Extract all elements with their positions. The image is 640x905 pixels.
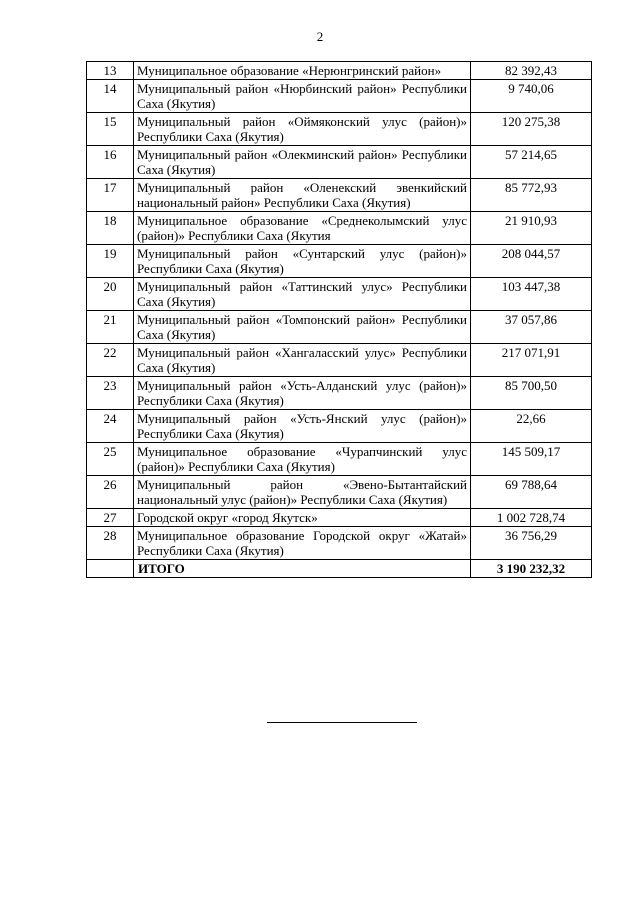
amount: 85 772,93 [471, 179, 592, 212]
amount: 85 700,50 [471, 377, 592, 410]
municipality-name: Муниципальный район «Оленекский эвенкийский национальный район» Республики Саха (Якутия) [134, 179, 471, 212]
municipality-name: Городской округ «город Якутск» [134, 509, 471, 527]
municipality-name: Муниципальный район «Эвено-Бытантайский национальный улус (район)» Республики Саха (Якутия) [134, 476, 471, 509]
total-number [87, 560, 134, 578]
table-row [87, 80, 592, 113]
table-row [87, 443, 592, 476]
row-number: 15 [87, 113, 134, 146]
municipality-name: Муниципальный район «Нюрбинский район» Республики Саха (Якутия) [134, 80, 471, 113]
amount: 103 447,38 [471, 278, 592, 311]
table-row [87, 476, 592, 509]
table-row [87, 146, 592, 179]
row-number: 17 [87, 179, 134, 212]
closing-line [267, 722, 417, 723]
municipality-name: Муниципальный район «Томпонский район» Республики Саха (Якутия) [134, 311, 471, 344]
amount: 21 910,93 [471, 212, 592, 245]
table-row [87, 278, 592, 311]
total-amount: 3 190 232,32 [471, 560, 592, 578]
row-number: 28 [87, 527, 134, 560]
municipality-name: Муниципальный район «Таттинский улус» Республики Саха (Якутия) [134, 278, 471, 311]
municipality-name: Муниципальный район «Олекминский район» Республики Саха (Якутия) [134, 146, 471, 179]
amount: 57 214,65 [471, 146, 592, 179]
amount: 22,66 [471, 410, 592, 443]
row-number: 24 [87, 410, 134, 443]
row-number: 13 [87, 62, 134, 80]
table-row [87, 179, 592, 212]
amount: 69 788,64 [471, 476, 592, 509]
amount: 9 740,06 [471, 80, 592, 113]
table-row [87, 527, 592, 560]
amount: 37 057,86 [471, 311, 592, 344]
municipality-name: Муниципальное образование «Среднеколымский улус (район)» Республики Саха (Якутия [134, 212, 471, 245]
row-number: 20 [87, 278, 134, 311]
amount: 1 002 728,74 [471, 509, 592, 527]
row-number: 23 [87, 377, 134, 410]
row-number: 21 [87, 311, 134, 344]
table-row [87, 377, 592, 410]
total-row [87, 560, 592, 578]
amount: 82 392,43 [471, 62, 592, 80]
table-row [87, 245, 592, 278]
municipality-name: Муниципальный район «Усть-Алданский улус (район)» Республики Саха (Якутия) [134, 377, 471, 410]
row-number: 27 [87, 509, 134, 527]
table-row [87, 62, 592, 80]
total-label: ИТОГО [134, 560, 471, 578]
amount: 217 071,91 [471, 344, 592, 377]
row-number: 26 [87, 476, 134, 509]
row-number: 16 [87, 146, 134, 179]
row-number: 22 [87, 344, 134, 377]
row-number: 14 [87, 80, 134, 113]
municipality-name: Муниципальный район «Хангаласский улус» Республики Саха (Якутия) [134, 344, 471, 377]
table-row [87, 113, 592, 146]
municipality-name: Муниципальный район «Оймяконский улус (район)» Республики Саха (Якутия) [134, 113, 471, 146]
municipality-name: Муниципальный район «Сунтарский улус (район)» Республики Саха (Якутия) [134, 245, 471, 278]
row-number: 25 [87, 443, 134, 476]
municipality-name: Муниципальный район «Усть-Янский улус (район)» Республики Саха (Якутия) [134, 410, 471, 443]
amount: 120 275,38 [471, 113, 592, 146]
table-body [87, 62, 592, 578]
row-number: 18 [87, 212, 134, 245]
table-row [87, 410, 592, 443]
amount: 145 509,17 [471, 443, 592, 476]
page-number: 2 [316, 29, 324, 44]
table-row [87, 212, 592, 245]
allocation-table [86, 61, 592, 578]
amount: 208 044,57 [471, 245, 592, 278]
municipality-name: Муниципальное образование «Нерюнгринский район» [134, 62, 471, 80]
row-number: 19 [87, 245, 134, 278]
municipality-name: Муниципальное образование Городской округ «Жатай» Республики Саха (Якутия) [134, 527, 471, 560]
amount: 36 756,29 [471, 527, 592, 560]
table-row [87, 509, 592, 527]
table-row [87, 344, 592, 377]
table-row [87, 311, 592, 344]
municipality-name: Муниципальное образование «Чурапчинский улус (район)» Республики Саха (Якутия) [134, 443, 471, 476]
